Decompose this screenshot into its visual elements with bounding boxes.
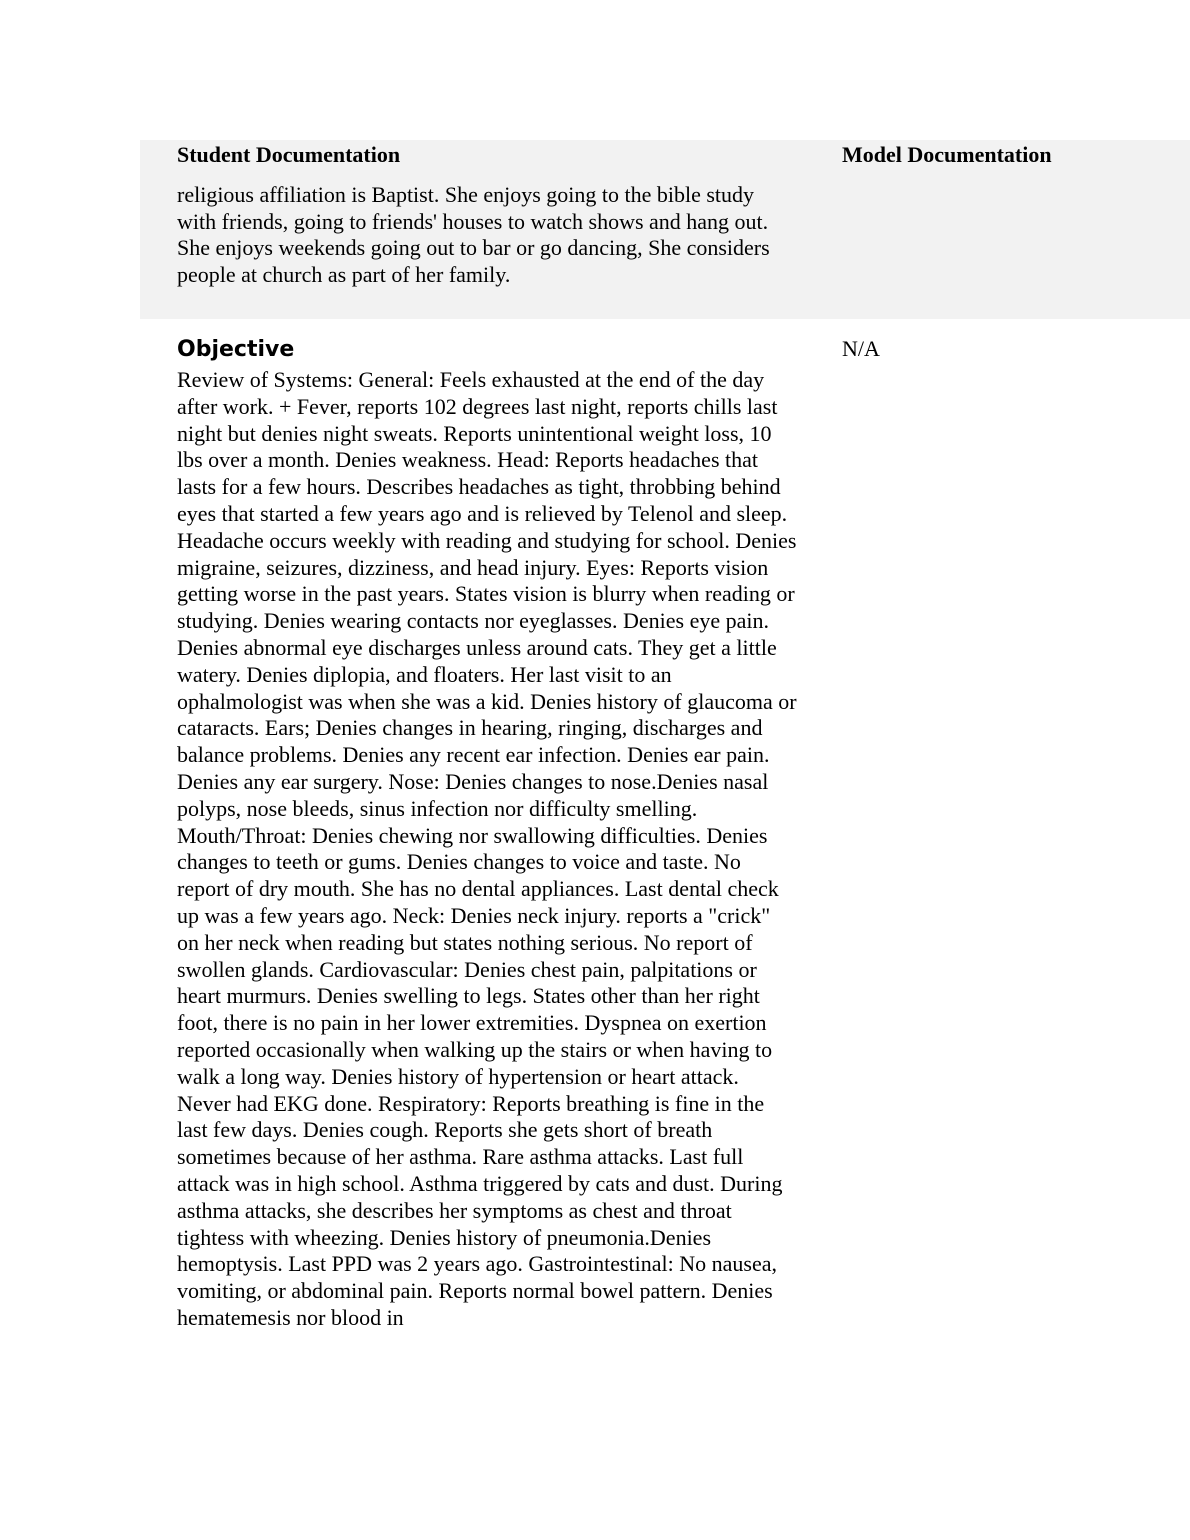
student-documentation-header: Student Documentation	[177, 142, 401, 167]
objective-heading: Objective	[177, 337, 295, 362]
model-documentation-header: Model Documentation	[842, 142, 1052, 167]
student-continued-text: religious affiliation is Baptist. She enjoys going to the bible study with friends, going to friends' houses to watch shows and hang out. She enjoys weekends going out to bar or go dancing, She considers people at church as part of her family.	[177, 182, 770, 287]
table-header-row	[140, 140, 1190, 169]
model-objective-value: N/A	[842, 336, 880, 361]
continued-subjective-row	[140, 169, 1190, 319]
student-objective-text: Review of Systems: General: Feels exhausted at the end of the day after work. + Fever, reports 102 degrees last night, reports chills last night but denies night sweats. Reports unintentional weight loss, 10 lbs over a month. Denies weakness. Head: Reports headaches that lasts for a few hours. Describes headaches as tight, throbbing behind eyes that started a few years ago and is relieved by Telenol and sleep. Headache occurs weekly with reading and studying for school. Denies migraine, seizures, dizziness, and head injury. Eyes: Reports vision getting worse in the past years. States vision is blurry when reading or studying. Denies wearing contacts nor eyeglasses. Denies eye pain. Denies abnormal eye discharges unless around cats. They get a little watery. Denies diplopia, and floaters. Her last visit to an ophalmologist was when she was a kid. Denies history of glaucoma or cataracts. Ears; Denies changes in hearing, ringing, discharges and balance problems. Denies any recent ear infection. Denies ear pain. Denies any ear surgery. Nose: Denies changes to nose.Denies nasal polyps, nose bleeds, sinus infection nor difficulty smelling. Mouth/Throat: Denies chewing nor swallowing difficulties. Denies changes to teeth or gums. Denies changes to voice and taste. No report of dry mouth. She has no dental appliances. Last dental check up was a few years ago. Neck: Denies neck injury. reports a "crick" on her neck when reading but states nothing serious. No report of swollen glands. Cardiovascular: Denies chest pain, palpitations or heart murmurs. Denies swelling to legs. States other than her right foot, there is no pain in her lower extremities. Dyspnea on exertion reported occasionally when walking up the stairs or when having to walk a long way. Denies history of hypertension or heart attack. Never had EKG done. Respiratory: Reports breathing is fine in the last few days. Denies cough. Reports she gets short of breath sometimes because of her asthma. Rare asthma attacks. Last full attack was in high school. Asthma triggered by cats and dust. During asthma attacks, she describes her symptoms as chest and throat tightess with wheezing. Denies history of pneumonia.Denies hemoptysis. Last PPD was 2 years ago. Gastrointestinal: No nausea, vomiting, or abdominal pain. Reports normal bowel pattern. Denies hematemesis nor blood in	[177, 367, 797, 1330]
documentation-table	[140, 140, 1190, 1330]
